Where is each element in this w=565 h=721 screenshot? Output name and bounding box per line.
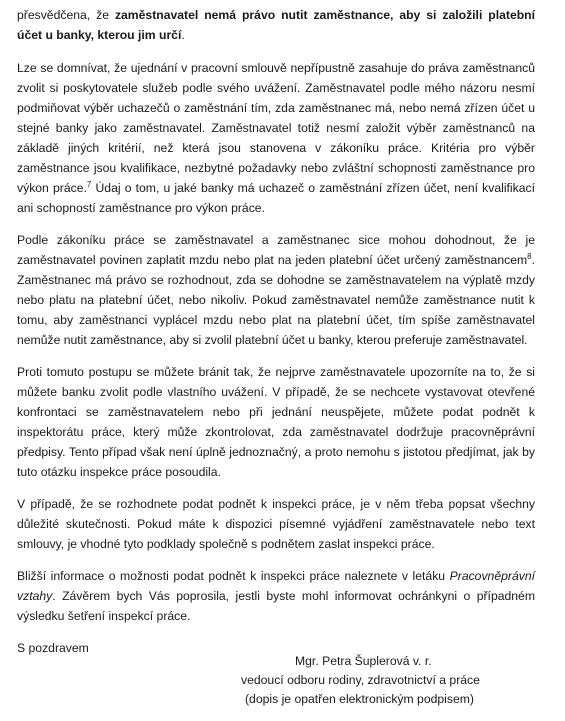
paragraph-further-information bbox=[17, 566, 535, 626]
paragraph-defense-options: Proti tomuto postupu se můžete bránit tak, že nejprve zaměstnavatele upozorníte na to, že si můžete banku zvolit podle vlastního uvážení. V případě, že se nechcete vystavovat otevřené konfrontaci se zaměstnavatelem nebo při jednání neuspějete, můžete podat podnět k inspektorátu práce, který může zkontrolovat, zda zaměstnavatel dodržuje pracovněprávní předpisy. Tento případ však není úplně jednoznačný, a proto nemohu s jistotou předjímat, jak by tuto otázku inspekce práce posoudila. bbox=[17, 365, 535, 479]
paragraph-2-text-before: Lze se domnívat, že ujednání v pracovní smlouvě nepřípustně zasahuje do práva zaměstnanců zvolit si poskytovatele služeb podle svého uvážení. Zaměstnavatel podle mého názoru nesmí podmiňovat výběr uchazečů o zaměstnání tím, zda zaměstnanec má, nebo nemá zřízen účet u stejné banky jako zaměstnavatel. Zaměstnavatel totiž nesmí založit výběr zaměstnanců na základě jiných kritérií, než která jsou stanovena v zákoníku práce. Kritéria pro výběr zaměstnance jsou kvalifikace, nezbytné požadavky nebo zvláštní schopnosti zaměstnance pro výkon práce. bbox=[17, 61, 535, 195]
paragraph-6-text-before: Bližší informace o možnosti podat podnět k inspekci práce naleznete v letáku bbox=[17, 569, 450, 583]
paragraph-2-text-after: Údaj o tom, u jaké banky má uchazeč o zaměstnání zřízen účet, není kvalifikací ani schopností zaměstnance pro výkon práce. bbox=[17, 181, 535, 215]
intro-text-after: . bbox=[181, 28, 185, 42]
paragraph-3-text-after: . Zaměstnanec má právo se rozhodnout, zda se dohodne se zaměstnavatelem na výplatě mzdy nebo platu na platební účet, nebo nikoliv. Pokud zaměstnavatel nemůže zaměstnance nutit k tomu, aby zaměstnanci vyplácel mzdu nebo plat na platební účet, tím spíše zaměstnavatel nemůže nutit zaměstnance, aby si zvolil platební účet u banky, kterou preferuje zaměstnavatel. bbox=[17, 253, 535, 347]
paragraph-complaint-details: V případě, že se rozhodnete podat podnět k inspekci práce, je v něm třeba popsat všechny důležité skutečnosti. Pokud máte k dispozici písemné vyjádření zaměstnavatele nebo text smlouvy, je vhodné tyto podklady společně s podnětem zaslat inspekci práce. bbox=[17, 497, 535, 551]
intro-bold-statement: zaměstnavatel nemá právo nutit zaměstnance, aby si založili platební účet u banky, kterou jim určí bbox=[17, 8, 535, 42]
paragraph-payment-account bbox=[17, 230, 535, 350]
paragraph-selection-criteria bbox=[17, 58, 535, 218]
intro-text-before: přesvědčena, že bbox=[17, 8, 115, 22]
signatory-role: vedoucí odboru rodiny, zdravotnictví a práce bbox=[241, 673, 480, 687]
paragraph-3-text-before: Podle zákoníku práce se zaměstnavatel a zaměstnanec sice mohou dohodnout, že je zaměstnavatel povinen zaplatit mzdu nebo plat na jeden platební účet určený zaměstnancem bbox=[17, 233, 535, 267]
electronic-signature-note: (dopis je opatřen elektronickým podpisem) bbox=[245, 692, 474, 706]
footnote-marker-8: 8 bbox=[527, 251, 532, 261]
leaflet-title: Pracovněprávní vztahy bbox=[17, 569, 535, 603]
closing-greeting: S pozdravem bbox=[17, 641, 89, 655]
paragraph-6-text-after: . Závěrem bych Vás poprosila, jestli byste mohl informovat ochránkyni o případném výsledku šetření inspekcí práce. bbox=[17, 589, 535, 623]
letter-body bbox=[17, 5, 535, 658]
signature-block bbox=[17, 652, 535, 709]
footnote-marker-7: 7 bbox=[86, 179, 92, 189]
signatory-name: Mgr. Petra Šuplerová v. r. bbox=[295, 654, 432, 668]
intro-paragraph bbox=[17, 5, 535, 45]
